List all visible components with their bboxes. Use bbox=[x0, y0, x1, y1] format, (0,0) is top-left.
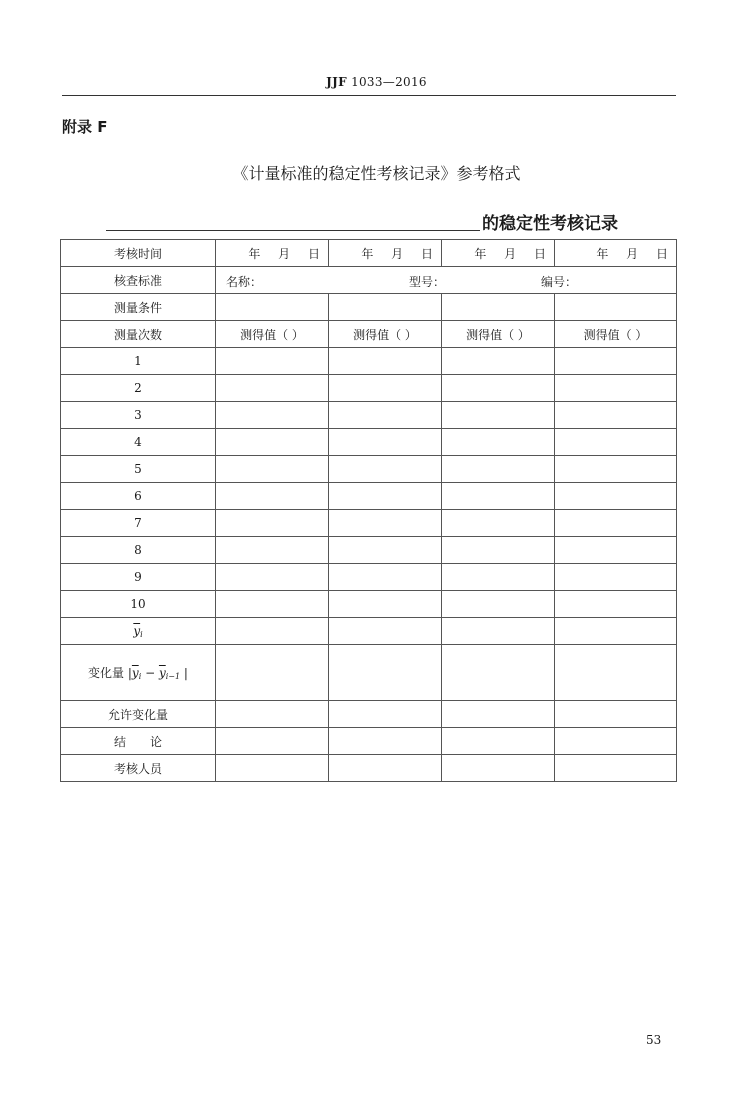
empty-cell[interactable] bbox=[555, 294, 677, 321]
measured-value-header: 测得值（ ） bbox=[442, 321, 555, 348]
empty-cell[interactable] bbox=[216, 537, 329, 564]
measurement-number: 10 bbox=[61, 591, 216, 618]
change-row bbox=[61, 645, 677, 701]
date-cell[interactable]: 年 月 日 bbox=[216, 240, 329, 267]
empty-cell[interactable] bbox=[555, 456, 677, 483]
measurement-count-row bbox=[61, 321, 677, 348]
empty-cell[interactable] bbox=[216, 483, 329, 510]
header-number: 1033—2016 bbox=[351, 75, 427, 89]
conclusion-label bbox=[61, 728, 216, 755]
mean-subscript: i bbox=[140, 629, 143, 639]
measurement-number: 2 bbox=[61, 375, 216, 402]
standard-name-label: 名称： bbox=[226, 275, 263, 289]
empty-cell[interactable] bbox=[329, 564, 442, 591]
measurement-number: 6 bbox=[61, 483, 216, 510]
assessment-time-row bbox=[61, 240, 677, 267]
empty-cell[interactable] bbox=[216, 564, 329, 591]
change-prefix: 变化量 | bbox=[88, 666, 132, 680]
measurement-row bbox=[61, 591, 677, 618]
empty-cell[interactable] bbox=[216, 701, 329, 728]
empty-cell[interactable] bbox=[329, 294, 442, 321]
empty-cell[interactable] bbox=[555, 537, 677, 564]
date-cell[interactable]: 年 月 日 bbox=[555, 240, 677, 267]
empty-cell[interactable] bbox=[216, 510, 329, 537]
empty-cell[interactable] bbox=[329, 755, 442, 782]
stability-record-table bbox=[60, 239, 677, 782]
assessors-row bbox=[61, 755, 677, 782]
empty-cell[interactable] bbox=[329, 375, 442, 402]
empty-cell[interactable] bbox=[216, 294, 329, 321]
conclusion-row bbox=[61, 728, 677, 755]
measurement-number: 7 bbox=[61, 510, 216, 537]
empty-cell[interactable] bbox=[442, 375, 555, 402]
check-standard-row bbox=[61, 267, 677, 294]
empty-cell[interactable] bbox=[329, 456, 442, 483]
empty-cell[interactable] bbox=[442, 564, 555, 591]
measurement-conditions-label: 测量条件 bbox=[61, 294, 216, 321]
empty-cell[interactable] bbox=[442, 537, 555, 564]
standard-model-label: 型号： bbox=[409, 275, 446, 289]
assessors-label: 考核人员 bbox=[61, 755, 216, 782]
change-y1: $\overline{y}$ bbox=[131, 666, 139, 680]
empty-cell[interactable] bbox=[555, 510, 677, 537]
record-title-blank-line bbox=[106, 230, 480, 231]
mean-symbol: $\overline{y}$ bbox=[133, 623, 141, 638]
change-sub1: i bbox=[138, 672, 142, 681]
mean-row bbox=[61, 618, 677, 645]
empty-cell[interactable] bbox=[216, 618, 329, 645]
empty-cell[interactable] bbox=[442, 755, 555, 782]
empty-cell[interactable] bbox=[216, 755, 329, 782]
measurement-number: 8 bbox=[61, 537, 216, 564]
empty-cell[interactable] bbox=[216, 591, 329, 618]
measurement-row bbox=[61, 348, 677, 375]
empty-cell[interactable] bbox=[216, 456, 329, 483]
standard-serial-label: 编号： bbox=[541, 275, 578, 289]
empty-cell[interactable] bbox=[555, 564, 677, 591]
empty-cell[interactable] bbox=[442, 456, 555, 483]
empty-cell[interactable] bbox=[329, 645, 442, 701]
measurement-row bbox=[61, 483, 677, 510]
empty-cell[interactable] bbox=[329, 701, 442, 728]
empty-cell[interactable] bbox=[216, 375, 329, 402]
measured-value-header: 测得值（ ） bbox=[329, 321, 442, 348]
measurement-row bbox=[61, 402, 677, 429]
record-title bbox=[106, 209, 641, 233]
measured-value-header: 测得值（ ） bbox=[216, 321, 329, 348]
empty-cell[interactable] bbox=[442, 429, 555, 456]
change-label bbox=[61, 645, 216, 701]
change-sub2: i−1 bbox=[165, 672, 181, 681]
measurement-count-label: 测量次数 bbox=[61, 321, 216, 348]
empty-cell[interactable] bbox=[442, 483, 555, 510]
measurement-number: 9 bbox=[61, 564, 216, 591]
empty-cell[interactable] bbox=[442, 402, 555, 429]
measurement-row bbox=[61, 429, 677, 456]
measurement-row bbox=[61, 537, 677, 564]
appendix-label: 附录 F bbox=[62, 118, 108, 136]
change-suffix: | bbox=[180, 666, 188, 680]
measurement-number: 1 bbox=[61, 348, 216, 375]
empty-cell[interactable] bbox=[442, 645, 555, 701]
date-cell[interactable]: 年 月 日 bbox=[329, 240, 442, 267]
header-rule bbox=[62, 95, 676, 96]
empty-cell[interactable] bbox=[329, 728, 442, 755]
record-title-text: 的稳定性考核记录 bbox=[482, 214, 618, 234]
empty-cell[interactable] bbox=[329, 510, 442, 537]
mean-label bbox=[61, 618, 216, 645]
measurement-conditions-row bbox=[61, 294, 677, 321]
check-standard-label: 核查标准 bbox=[61, 267, 216, 294]
page-number: 53 bbox=[646, 1033, 662, 1047]
measured-value-header: 测得值（ ） bbox=[555, 321, 677, 348]
measurement-number: 4 bbox=[61, 429, 216, 456]
empty-cell[interactable] bbox=[216, 429, 329, 456]
empty-cell[interactable] bbox=[442, 728, 555, 755]
empty-cell[interactable] bbox=[329, 591, 442, 618]
empty-cell[interactable] bbox=[216, 645, 329, 701]
date-cell[interactable]: 年 月 日 bbox=[442, 240, 555, 267]
measurement-row bbox=[61, 510, 677, 537]
page-header bbox=[0, 75, 753, 89]
change-minus: − bbox=[141, 666, 159, 680]
empty-cell[interactable] bbox=[329, 429, 442, 456]
measurement-row bbox=[61, 456, 677, 483]
empty-cell[interactable] bbox=[555, 348, 677, 375]
empty-cell[interactable] bbox=[329, 618, 442, 645]
measurement-row bbox=[61, 375, 677, 402]
empty-cell[interactable] bbox=[555, 429, 677, 456]
empty-cell[interactable] bbox=[555, 645, 677, 701]
empty-cell[interactable] bbox=[442, 701, 555, 728]
measurement-number: 3 bbox=[61, 402, 216, 429]
change-y2: $\overline{y}$ bbox=[158, 666, 166, 680]
empty-cell[interactable] bbox=[555, 755, 677, 782]
empty-cell[interactable] bbox=[555, 591, 677, 618]
empty-cell[interactable] bbox=[442, 294, 555, 321]
empty-cell[interactable] bbox=[329, 483, 442, 510]
measurement-number: 5 bbox=[61, 456, 216, 483]
assessment-time-label: 考核时间 bbox=[61, 240, 216, 267]
empty-cell[interactable] bbox=[329, 402, 442, 429]
allowed-change-label: 允许变化量 bbox=[61, 701, 216, 728]
allowed-change-row bbox=[61, 701, 677, 728]
empty-cell[interactable] bbox=[555, 701, 677, 728]
check-standard-info bbox=[216, 267, 677, 294]
empty-cell[interactable] bbox=[442, 510, 555, 537]
conclusion-text: 结论 bbox=[113, 734, 186, 749]
empty-cell[interactable] bbox=[216, 348, 329, 375]
measurement-row bbox=[61, 564, 677, 591]
empty-cell[interactable] bbox=[442, 591, 555, 618]
empty-cell[interactable] bbox=[442, 348, 555, 375]
empty-cell[interactable] bbox=[216, 402, 329, 429]
empty-cell[interactable] bbox=[329, 348, 442, 375]
empty-cell[interactable] bbox=[555, 375, 677, 402]
empty-cell[interactable] bbox=[555, 728, 677, 755]
header-code: JJF bbox=[326, 75, 347, 89]
empty-cell[interactable] bbox=[555, 483, 677, 510]
document-title: 《计量标准的稳定性考核记录》参考格式 bbox=[232, 164, 521, 183]
empty-cell[interactable] bbox=[329, 537, 442, 564]
empty-cell[interactable] bbox=[216, 728, 329, 755]
empty-cell[interactable] bbox=[555, 402, 677, 429]
empty-cell[interactable] bbox=[442, 618, 555, 645]
empty-cell[interactable] bbox=[555, 618, 677, 645]
